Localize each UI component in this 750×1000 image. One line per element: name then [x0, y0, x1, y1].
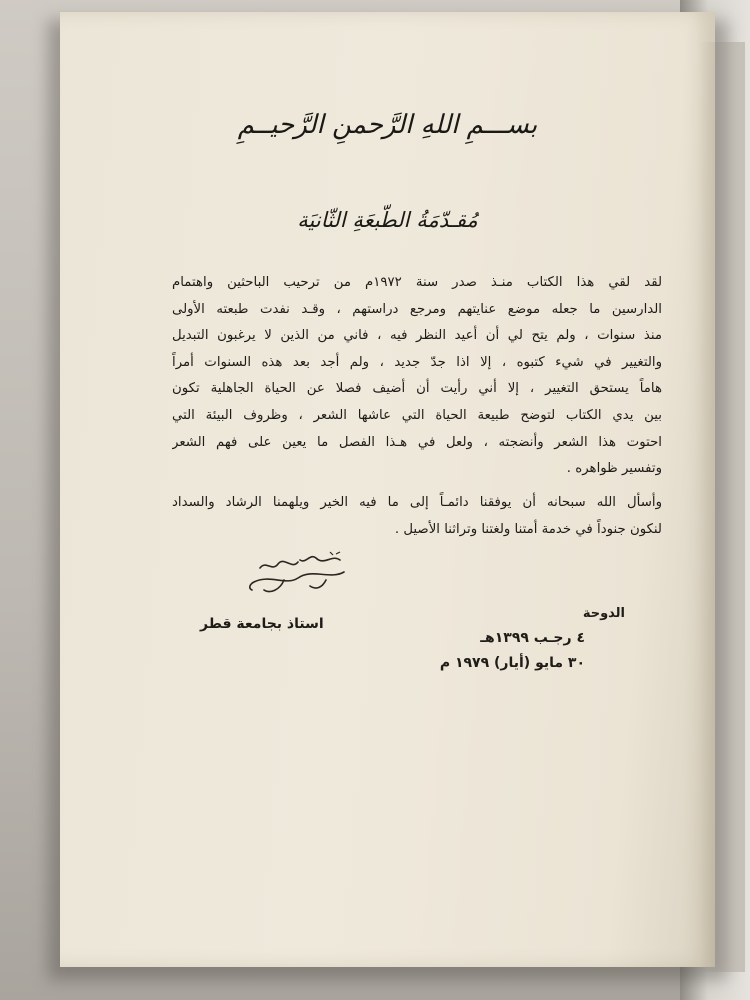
text-line: لنكون جنوداً في خدمة أمتنا ولغتنا وتراثنا الأصيل . — [394, 521, 662, 537]
location-label: الدوحة — [582, 606, 625, 621]
page-title: مُقـدّمَةُ الطّبعَةِ الثّانيَة — [297, 208, 478, 232]
preface-paragraph-2 — [172, 490, 662, 543]
handwritten-signature — [240, 550, 350, 598]
text-line: لقد لقي هذا الكتاب منـذ صدر سنة ١٩٧٢م من ترحيب الباحثين واهتمام — [172, 275, 662, 290]
text-line: هاماً يستحق التغيير ، إلا أني رأيت أن أضيف فصلا عن الحياة الجاهلية تكون — [172, 381, 662, 397]
preface-paragraph-1 — [172, 270, 662, 483]
hijri-date: ٤ رجـب ١٣٩٩هـ — [480, 630, 585, 646]
basmala-heading: بســـمِ اللهِ الرَّحمنِ الرَّحيــمِ — [237, 110, 538, 140]
book-page — [60, 12, 715, 967]
text-line: بين يدي الكتاب لتوضح طبيعة الحياة التي عاشها الشعر ، وظروف البيئة التي — [172, 407, 662, 423]
text-line: والتغيير في شيء كتبوه ، إلا اذا جدّ جديد ، ولم أجد بعد هذه السنوات أمراً — [172, 354, 662, 370]
text-line: منذ سنوات ، ولم يتح لي أن أعيد النظر فيه ، فاني من الذين لا يرغبون التبديل — [172, 328, 662, 344]
text-line: وتفسير ظواهره . — [566, 461, 662, 477]
gregorian-date: ٣٠ مايو (أيار) ١٩٧٩ م — [439, 655, 585, 671]
text-line: احتوت هذا الشعر وأنضجته ، ولعل في هـذا الفصل ما يعين على فهم الشعر — [172, 434, 662, 450]
text-line: الدارسين ما جعله موضع عنايتهم ومرجع دراستهم ، وقـد نفدت طبعته الأولى — [172, 301, 662, 317]
page-gutter — [700, 42, 745, 972]
text-line: وأسأل الله سبحانه أن يوفقنا دائمـاً إلى ما فيه الخير ويلهمنا الرشاد والسداد — [172, 495, 662, 510]
author-affiliation: استاذ بجامعة قطر — [200, 616, 324, 632]
